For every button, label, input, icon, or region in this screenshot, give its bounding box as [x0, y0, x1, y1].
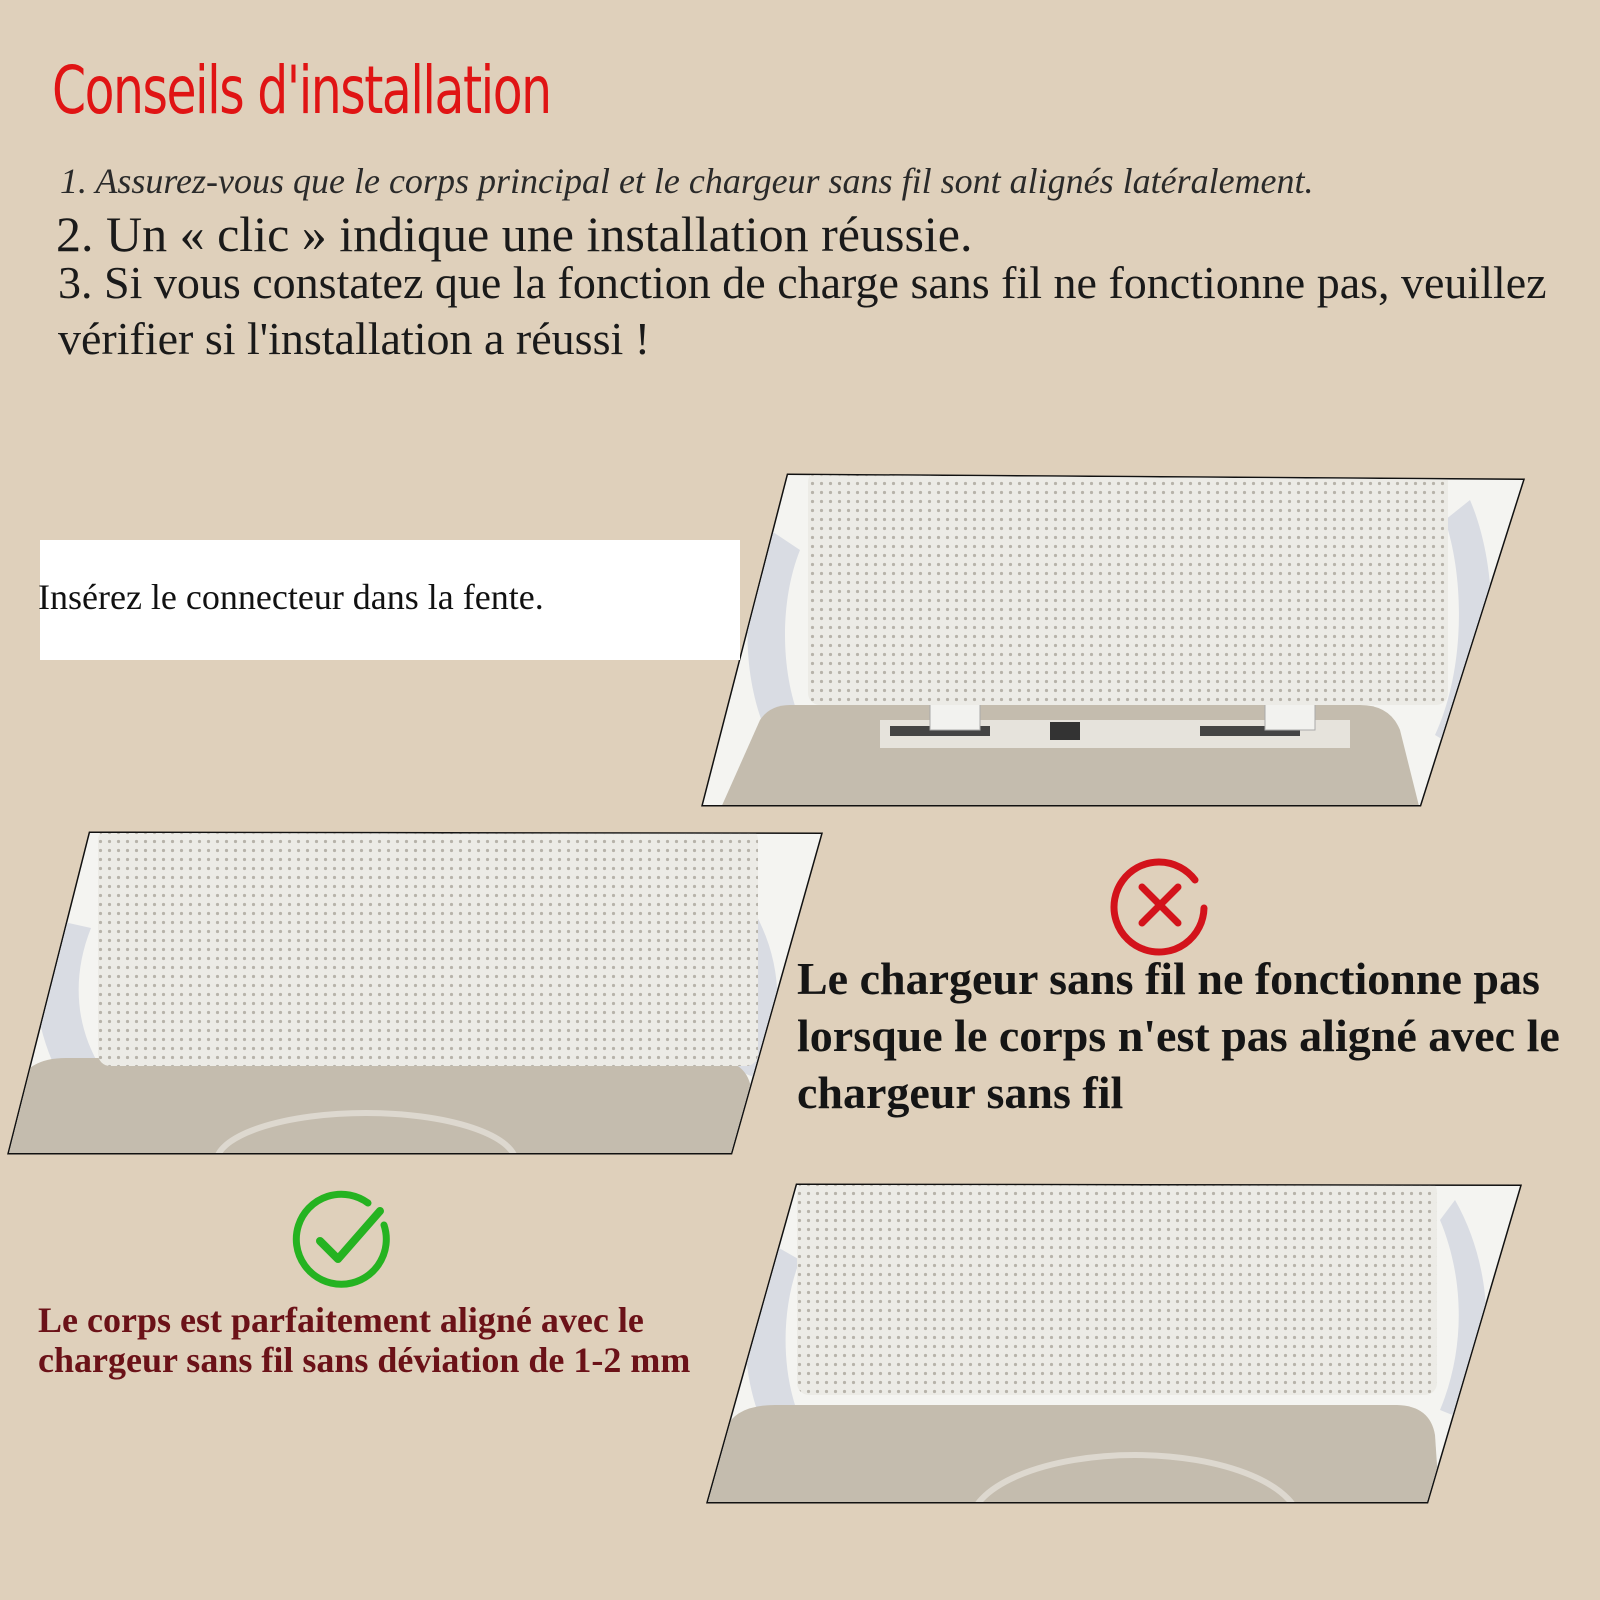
tip-2: 2. Un « clic » indique une installation réussie.	[56, 206, 973, 262]
cross-circle-icon	[1105, 850, 1215, 960]
instruction-label-box	[40, 540, 740, 660]
photo-connector-slot	[700, 470, 1525, 810]
instruction-label: Insérez le connecteur dans la fente.	[38, 577, 544, 617]
warning-text: Le chargeur sans fil ne fonctionne pas lorsque le corps n'est pas aligné avec le chargeur sans fil	[797, 953, 1560, 1118]
tip-1: 1. Assurez-vous que le corps principal et le chargeur sans fil sont alignés latéralement.	[60, 161, 1314, 201]
photo-misaligned	[6, 828, 826, 1158]
success-text: Le corps est parfaitement aligné avec le chargeur sans fil sans déviation de 1-2 mm	[38, 1300, 691, 1380]
page-title: Conseils d'installation	[52, 52, 551, 129]
photo-aligned	[705, 1180, 1525, 1510]
check-circle-icon	[288, 1185, 398, 1295]
tip-3: 3. Si vous constatez que la fonction de charge sans fil ne fonctionne pas, veuillez vérifier si l'installation a réussi !	[58, 257, 1547, 364]
